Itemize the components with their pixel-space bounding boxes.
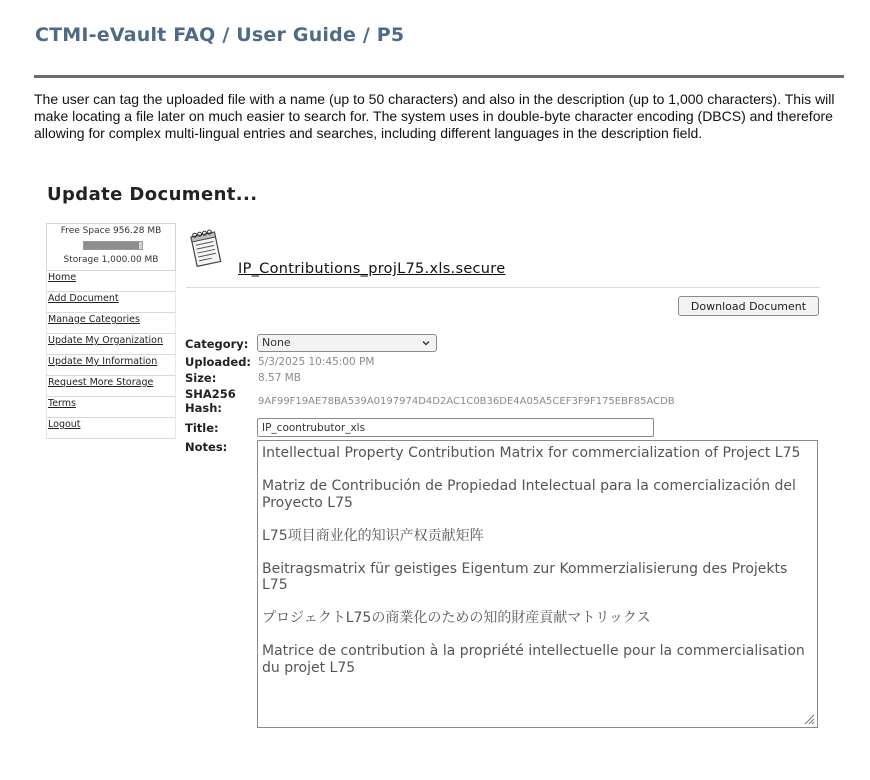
- size-label: Size:: [185, 371, 217, 385]
- hash-label-line1: SHA256: [185, 387, 236, 401]
- notepad-icon: [188, 228, 226, 268]
- category-select[interactable]: [257, 334, 437, 352]
- intro-paragraph: The user can tag the uploaded file with a name (up to 50 characters) and also in the description (up to 1,000 characters). This will make locating a file later on much easier to search for. The system uses in double-byte character encoding (DBCS) and therefore allowing for complex multi-lingual entries and searches, including different languages in the description field.: [34, 91, 835, 141]
- notes-textarea[interactable]: [257, 440, 818, 728]
- chevron-down-icon: [422, 339, 430, 347]
- uploaded-label: Uploaded:: [185, 355, 252, 369]
- document-filename-link[interactable]: IP_Contributions_projL75.xls.secure: [238, 261, 506, 277]
- notes-line-german: Beitragsmatrix für geistiges Eigentum zur Kommerzialisierung des Projekts L75: [262, 560, 788, 593]
- filename-divider: [186, 287, 820, 288]
- resize-grip-icon[interactable]: [803, 713, 815, 725]
- sidebar-item-update-information[interactable]: Update My Information: [46, 355, 176, 376]
- page-title: CTMI-eVault FAQ / User Guide / P5: [35, 24, 405, 46]
- category-selected-value: None: [262, 336, 291, 349]
- download-document-button[interactable]: Download Document: [678, 296, 819, 316]
- free-space-label: Free Space 956.28 MB: [60, 226, 162, 236]
- notes-line-spanish: Matriz de Contribución de Propiedad Intelectual para la comercialización del Proyecto L75: [262, 478, 796, 511]
- sidebar-item-add-document[interactable]: Add Document: [46, 292, 176, 313]
- storage-progress-fill: [84, 242, 139, 249]
- hash-value: 9AF99F19AE78BA539A0197974D4D2AC1C0B36DE4A05A5CEF3F9F175EBF85ACDB: [258, 396, 675, 407]
- storage-panel: [46, 223, 176, 271]
- notes-line-english: Intellectual Property Contribution Matrix for commercialization of Project L75: [262, 445, 801, 461]
- storage-total-label: Storage 1,000.00 MB: [63, 255, 159, 265]
- uploaded-value: 5/3/2025 10:45:00 PM: [258, 356, 375, 368]
- notes-line-japanese: プロジェクトL75の商業化のための知的財産貢献マトリックス: [262, 610, 651, 626]
- notes-label: Notes:: [185, 440, 228, 454]
- notes-line-french: Matrice de contribution à la propriété intellectuelle pour la commercialisation du projet L75: [262, 643, 805, 676]
- sidebar-item-logout[interactable]: Logout: [46, 418, 176, 439]
- title-label: Title:: [185, 421, 219, 435]
- storage-progress-bar: [83, 241, 143, 250]
- header-divider: [34, 75, 844, 78]
- section-heading: Update Document...: [47, 184, 258, 205]
- sidebar: [46, 223, 176, 439]
- size-value: 8.57 MB: [258, 372, 301, 384]
- sidebar-item-update-organization[interactable]: Update My Organization: [46, 334, 176, 355]
- sidebar-item-terms[interactable]: Terms: [46, 397, 176, 418]
- title-input[interactable]: [257, 418, 654, 437]
- sidebar-item-manage-categories[interactable]: Manage Categories: [46, 313, 176, 334]
- sidebar-item-home[interactable]: Home: [46, 271, 176, 292]
- category-label: Category:: [185, 337, 249, 351]
- hash-label-line2: Hash:: [185, 401, 223, 415]
- sidebar-item-request-storage[interactable]: Request More Storage: [46, 376, 176, 397]
- notes-line-chinese: L75项目商业化的知识产权贡献矩阵: [262, 527, 484, 544]
